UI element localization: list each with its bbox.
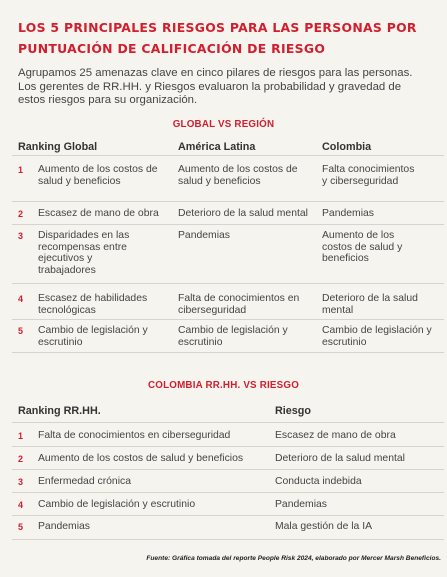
cell-colombia: Falta conocimientos y ciberseguridad (322, 164, 415, 187)
section-heading-colombia-rrhh-vs-riesgo: COLOMBIA RR.HH. VS RIESGO (147, 380, 300, 391)
divider (12, 539, 444, 540)
page-title: LOS 5 PRINCIPALES RIESGOS PARA LAS PERSONAS POR PUNTUACIÓN DE CALIFICACIÓN DE RIESGO (18, 20, 417, 56)
divider (12, 492, 444, 493)
cell-latam: Falta de conocimientos en ciberseguridad (178, 293, 300, 316)
rank-number: 5 (18, 326, 24, 336)
source-note: Fuente: Gráfica tomada del reporte People Risk 2024, elaborado por Mercer Marsh Beneficios. (146, 555, 441, 562)
cell-colombia: Pandemias (322, 208, 374, 219)
cell-latam: Aumento de los costos de salud y beneficios (178, 164, 298, 187)
cell-rrhh: Falta de conocimientos en ciberseguridad (38, 430, 231, 441)
cell-riesgo: Pandemias (275, 499, 327, 510)
divider (12, 224, 444, 225)
cell-global: Aumento de los costos de salud y beneficios (38, 164, 158, 187)
divider (12, 446, 444, 447)
divider (12, 319, 444, 320)
cell-rrhh: Pandemias (38, 521, 90, 532)
cell-colombia: Deterioro de la salud mental (322, 293, 418, 316)
column-header-ranking-global: Ranking Global (18, 141, 98, 153)
cell-colombia: Aumento de los costos de salud y beneficios (322, 230, 403, 264)
divider (12, 469, 444, 470)
rank-number: 2 (18, 209, 24, 219)
cell-latam: Cambio de legislación y escrutinio (178, 325, 288, 348)
cell-global: Escasez de habilidades tecnológicas (38, 293, 148, 316)
cell-riesgo: Deterioro de la salud mental (275, 453, 405, 464)
section-heading-global-vs-region: GLOBAL VS REGIÓN (172, 119, 275, 130)
rank-number: 2 (18, 454, 24, 464)
rank-number: 3 (18, 477, 24, 487)
cell-global: Disparidades en las recompensas entre ejecutivos y trabajadores (38, 230, 130, 276)
divider (12, 155, 444, 156)
divider (12, 201, 444, 202)
rank-number: 5 (18, 522, 24, 532)
intro-paragraph: Agrupamos 25 amenazas clave en cinco pilares de riesgos para las personas. Los gerentes de RR.HH. y Riesgos evaluaron la probabilidad y gravedad de estos riesgos para su organización. (18, 67, 413, 106)
cell-rrhh: Enfermedad crónica (38, 476, 131, 487)
cell-global: Escasez de mano de obra (38, 208, 159, 219)
cell-colombia: Cambio de legislación y escrutinio (322, 325, 432, 348)
cell-global: Cambio de legislación y escrutinio (38, 325, 148, 348)
column-header-ranking-rrhh: Ranking RR.HH. (18, 405, 101, 417)
divider (12, 422, 444, 423)
cell-riesgo: Escasez de mano de obra (275, 430, 396, 441)
cell-latam: Pandemias (178, 230, 230, 241)
divider (12, 352, 444, 353)
cell-riesgo: Mala gestión de la IA (275, 521, 373, 532)
column-header-riesgo: Riesgo (275, 405, 311, 417)
rank-number: 1 (18, 165, 24, 175)
divider (12, 515, 444, 516)
cell-latam: Deterioro de la salud mental (178, 208, 308, 219)
column-header-colombia: Colombia (322, 141, 372, 153)
rank-number: 3 (18, 231, 24, 241)
rank-number: 4 (18, 500, 24, 510)
cell-rrhh: Aumento de los costos de salud y beneficios (38, 453, 244, 464)
rank-number: 4 (18, 294, 24, 304)
cell-rrhh: Cambio de legislación y escrutinio (38, 499, 196, 510)
rank-number: 1 (18, 431, 24, 441)
divider (12, 283, 444, 284)
column-header-america-latina: América Latina (178, 141, 256, 153)
cell-riesgo: Conducta indebida (275, 476, 362, 487)
